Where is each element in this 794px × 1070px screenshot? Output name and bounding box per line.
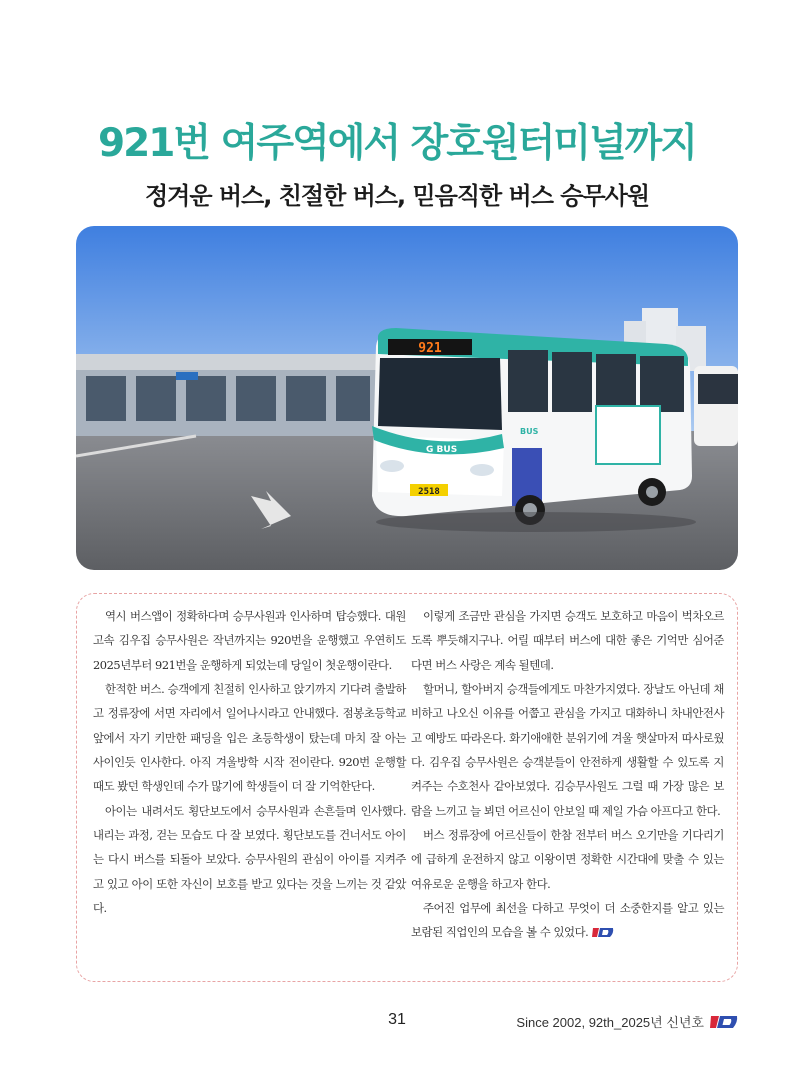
article-body xyxy=(76,593,738,982)
bus-brand-text: G BUS xyxy=(426,445,458,455)
footer-issue xyxy=(516,1012,738,1031)
paragraph: 한적한 버스. 승객에게 친절히 인사하고 앉기까지 기다려 출발하고 정류장에 서면 자리에서 일어나시라고 안내했다. 점봉초등학교 앞에서 자기 키만한 패딩을 입은 초등학생이 탔는데 마치 잘 아는 사이인듯 인사한다. 아직 겨울방학 시작 전이란다. 920번 운행할 때도 봤던 학생인데 수가 많기에 학생들이 더 잘 기억한단다. xyxy=(93,682,406,794)
bus-destination-sign: 921 xyxy=(418,341,442,356)
license-plate: 2518 xyxy=(418,487,440,497)
paragraph: 역시 버스앱이 정확하다며 승무사원과 인사하며 탑승했다. 대원고속 김우집 승무사원은 작년까지는 920번을 운행했고 우연히도 2025년부터 921번을 운행하게 되었는데 당일이 첫운행이란다. xyxy=(93,609,406,672)
article-column-right xyxy=(411,604,724,945)
publisher-logo-icon xyxy=(710,1014,738,1030)
paragraph: 버스 정류장에 어르신들이 한참 전부터 버스 오기만을 기다리기에 급하게 운전하지 않고 이왕이면 정확한 시간대에 맞출 수 있는 여유로운 운행을 하고자 한다. xyxy=(411,828,724,891)
paragraph-text: 주어진 업무에 최선을 다하고 무엇이 더 소중한지를 알고 있는 보람된 직업인의 모습을 볼 수 있었다. xyxy=(411,901,724,940)
article-column-left xyxy=(93,604,406,920)
paragraph: 아이는 내려서도 횡단보도에서 승무사원과 손흔들며 인사했다. 내리는 과정, 걷는 모습도 다 잘 보였다. 횡단보도를 건너서도 아이는 다시 버스를 되돌아 보았다. 승무사원의 관심이 아이를 지켜주고 있고 아이 또한 자신이 보호를 받고 있다는 것을 느끼는 것 같았다. xyxy=(93,803,406,916)
paragraph: 이렇게 조금만 관심을 가지면 승객도 보호하고 마음이 벅차오르도록 뿌듯해지구나. 어릴 때부터 버스에 대한 좋은 기억만 심어준다면 버스 사랑은 계속 될텐데. xyxy=(411,609,724,672)
article-subtitle: 정겨운 버스, 친절한 버스, 믿음직한 버스 승무사원 xyxy=(144,182,650,210)
end-mark-logo-icon xyxy=(592,926,614,939)
page-number: 31 xyxy=(388,1011,406,1028)
issue-text: Since 2002, 92th_2025년 신년호 xyxy=(516,1015,704,1030)
side-logo: BUS xyxy=(520,427,539,436)
paragraph-last xyxy=(411,896,724,945)
bus-photo xyxy=(76,226,738,570)
article-title: 921번 여주역에서 장호원터미널까지 xyxy=(97,121,696,166)
paragraph: 할머니, 할아버지 승객들에게도 마찬가지였다. 장날도 아닌데 채비하고 나오신 이유를 어쭙고 관심을 가지고 대화하니 차내안전사고 예방도 따라온다. 화기애애한 분위기에 겨울 햇살마저 따사로웠다. 김우집 승무사원은 승객분들이 안전하게 생활할 수 있도록 지켜주는 수호천사 같아보였다. 김승무사원도 그럴 때 가장 많은 보람을 느끼고 늘 뵈던 어르신이 안보일 때 제일 가슴 아프다고 한다. xyxy=(411,682,724,818)
